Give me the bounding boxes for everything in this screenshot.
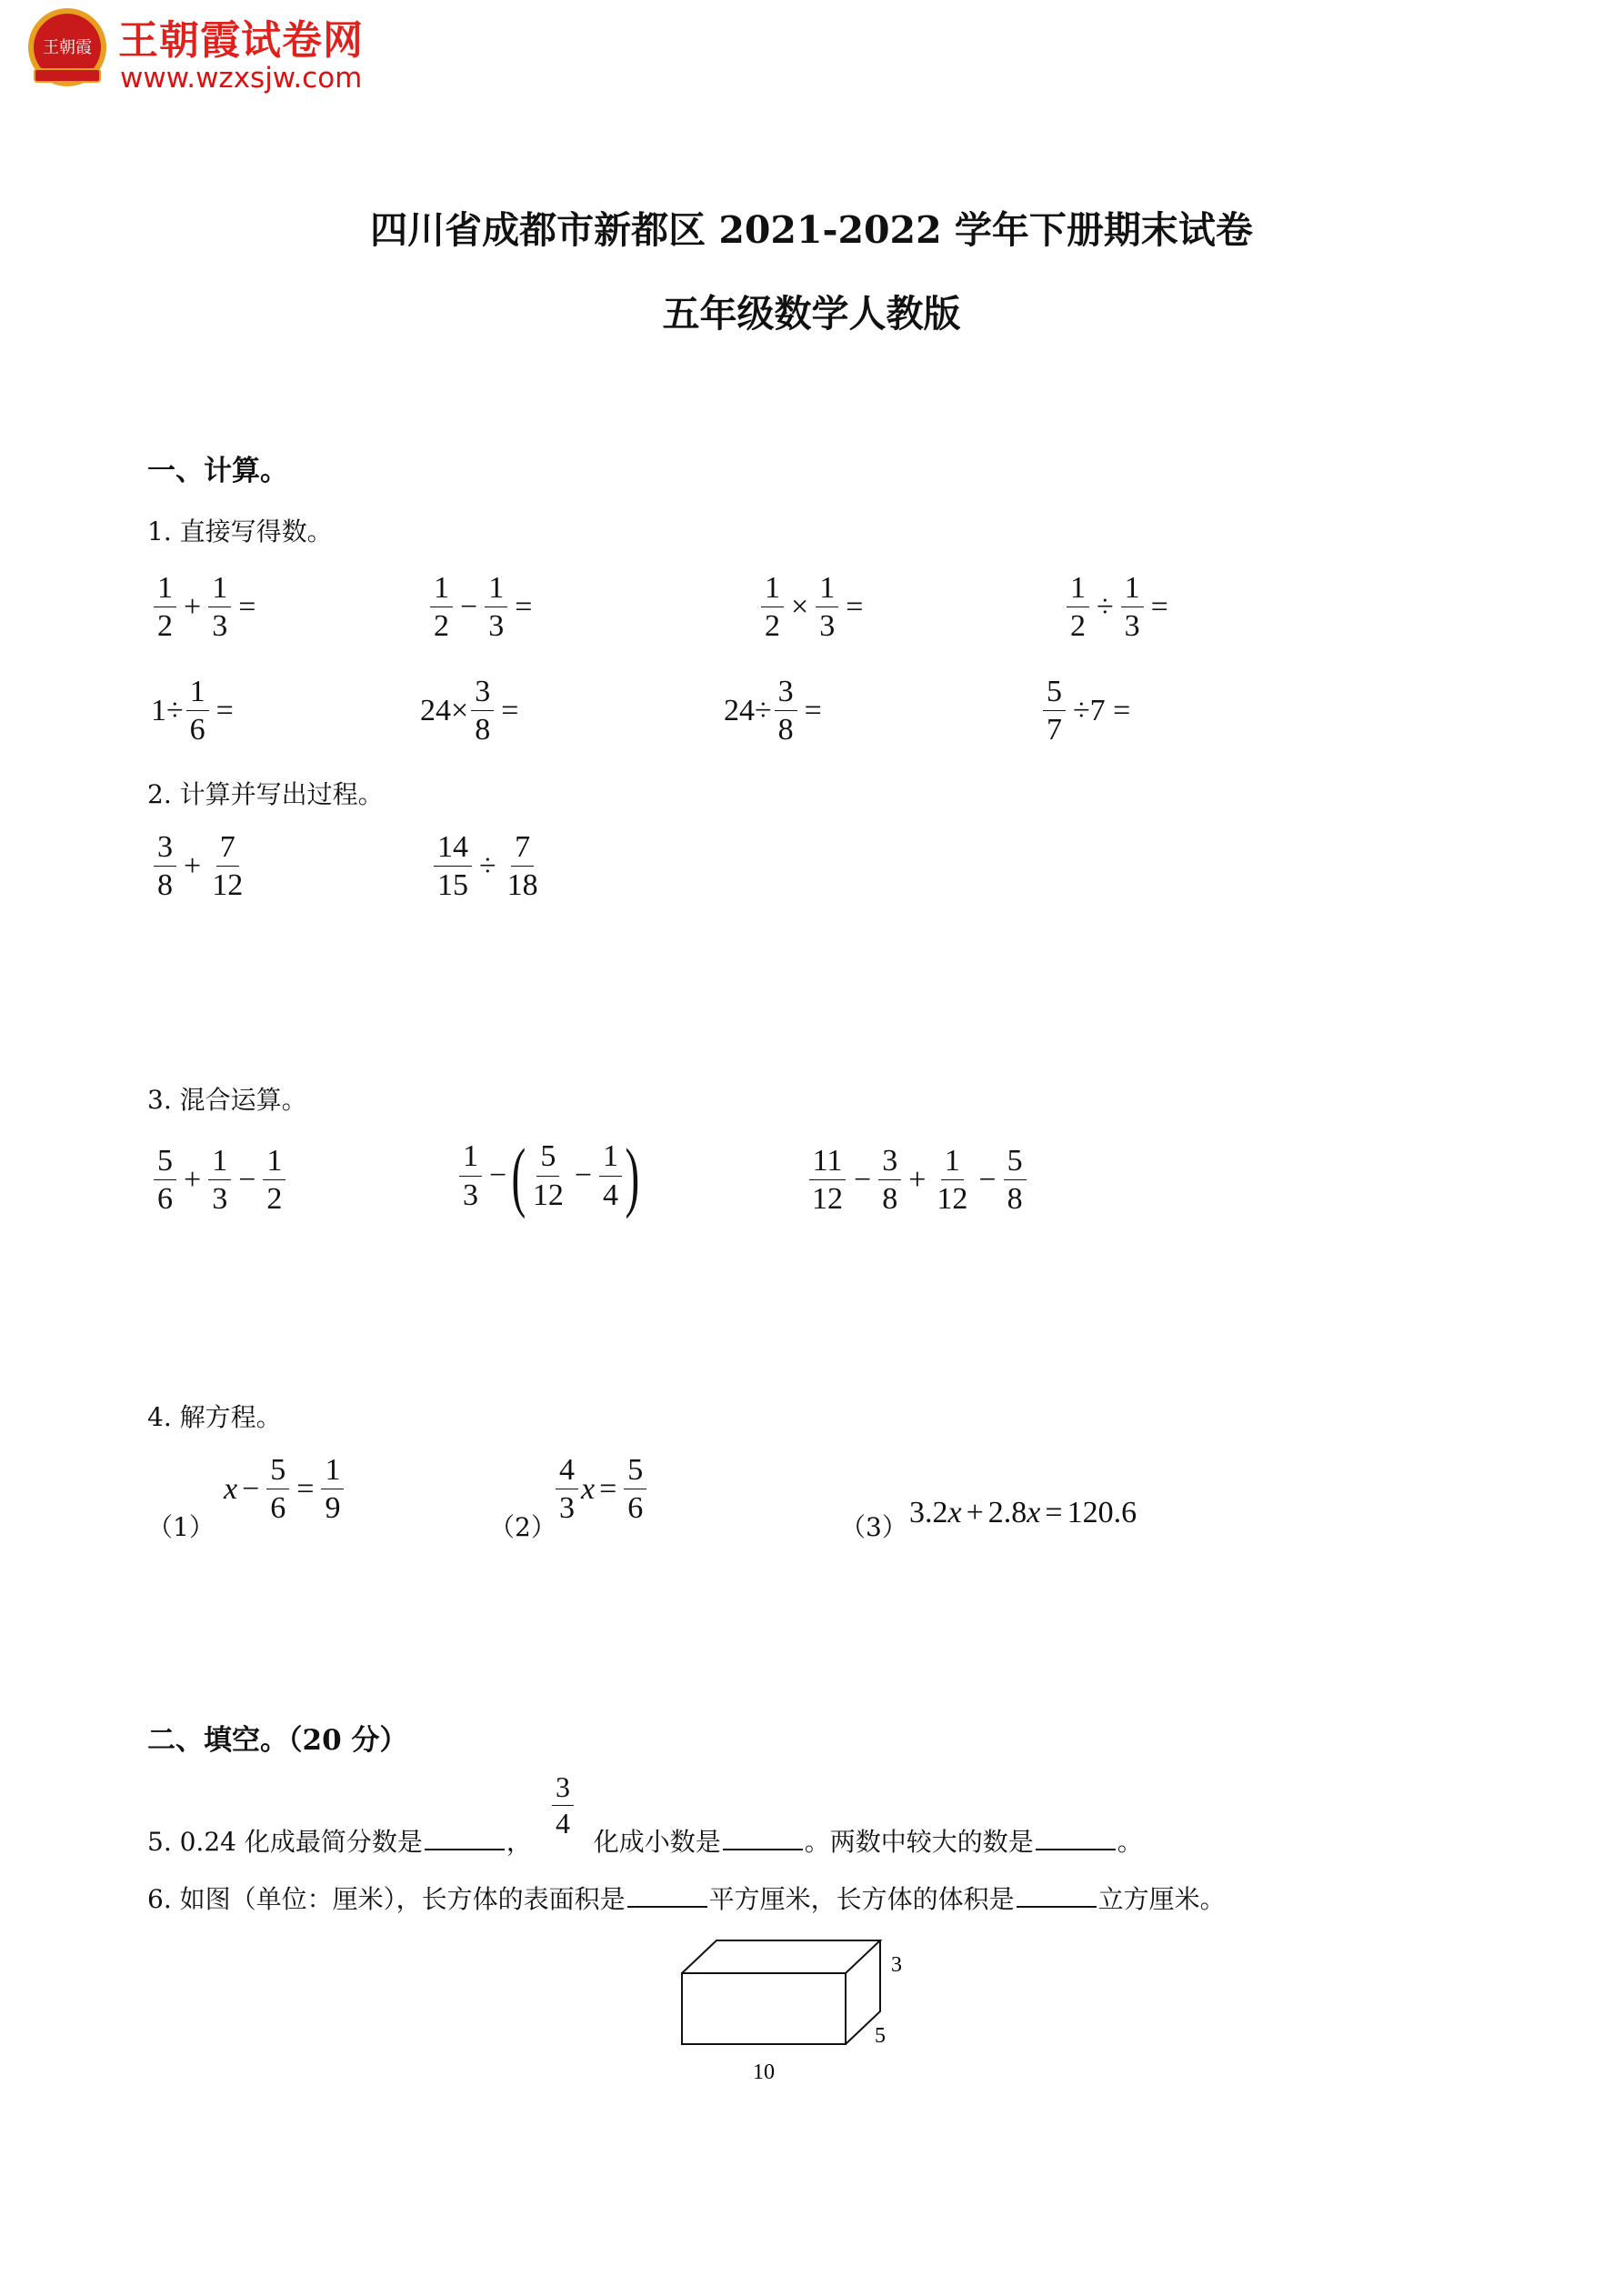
q1-item-4: $\frac{1}{2}$ ÷ $\frac{1}{3}$ = <box>1064 571 1173 644</box>
q1-item-1: $\frac{1}{2}$ + $\frac{1}{3}$ = <box>151 571 260 644</box>
q2-label: 2. 计算并写出过程。 <box>147 779 384 809</box>
section1-heading: 一、计算。 <box>147 455 288 487</box>
eq3-tag: （3） <box>840 1512 907 1542</box>
equation-1: x − $\frac{5}{6}$ = $\frac{1}{9}$ <box>224 1453 346 1526</box>
equation-2: $\frac{4}{3}$ x = $\frac{5}{6}$ <box>553 1453 649 1526</box>
q3-item-c: $\frac{11}{12}$ − $\frac{3}{8}$ + $\frac{1}{12}$ − $\frac{5}{8}$ <box>806 1144 1029 1217</box>
q6-line: 6. 如图（单位：厘米），长方体的表面积是 平方厘米，长方体的体积是 立方厘米。 <box>147 1884 1226 1914</box>
q3-label: 3. 混合运算。 <box>147 1085 307 1115</box>
cuboid-top-face <box>682 1940 880 1973</box>
q1-item-7: 24÷ $\frac{3}{8}$ = <box>724 675 822 747</box>
q5-blank-1[interactable] <box>425 1849 505 1850</box>
q5-blank-2[interactable] <box>723 1849 803 1850</box>
q1-item-3: $\frac{1}{2}$ × $\frac{1}{3}$ = <box>758 571 867 644</box>
q1-item-2: $\frac{1}{2}$ − $\frac{1}{3}$ = <box>427 571 536 644</box>
height-label: 3 <box>891 1953 902 1977</box>
eq2-tag: （2） <box>489 1512 556 1542</box>
exam-subtitle: 五年级数学人教版 <box>662 292 961 336</box>
width-label: 5 <box>875 2024 886 2048</box>
site-logo-badge <box>25 5 109 89</box>
q5-line: 5. 0.24 化成最简分数是 ， 化成小数是 。两数中较大的数是 。 <box>147 1827 1143 1857</box>
q6-blank-1[interactable] <box>627 1906 707 1908</box>
exam-title: 四川省成都市新都区 2021-2022 学年下册期末试卷 <box>370 208 1253 252</box>
q2-item-b: $\frac{14}{15}$ ÷ $\frac{7}{18}$ <box>431 830 545 903</box>
q1-item-5: 1÷ $\frac{1}{6}$ = <box>151 675 234 747</box>
q1-item-6: 24× $\frac{3}{8}$ = <box>420 675 519 747</box>
equation-3: 3.2 x + 2.8 x = 120.6 <box>909 1496 1137 1529</box>
eq1-tag: （1） <box>147 1512 215 1542</box>
q4-label: 4. 解方程。 <box>147 1402 282 1432</box>
cuboid-front-face <box>682 1973 846 2044</box>
site-url: www.wzxsjw.com <box>120 62 363 95</box>
q5-fraction: $\frac{3}{4}$ <box>549 1771 576 1840</box>
length-label: 10 <box>753 2060 775 2084</box>
q2-item-a: $\frac{3}{8}$ + $\frac{7}{12}$ <box>151 830 249 903</box>
badge-text: 王朝霞 <box>43 38 92 57</box>
q1-label: 1. 直接写得数。 <box>147 516 333 546</box>
q1-item-8: $\frac{5}{7}$ ÷7 = <box>1040 675 1135 747</box>
q3-item-b: $\frac{1}{3}$ − ( $\frac{5}{12}$ − $\frac{1}{4}$ ) <box>456 1137 640 1215</box>
section2-heading: 二、填空。（20 分） <box>147 1724 408 1757</box>
cuboid-figure <box>664 1926 927 2090</box>
site-name: 王朝霞试卷网 <box>118 17 364 64</box>
q3-item-a: $\frac{5}{6}$ + $\frac{1}{3}$ − $\frac{1}{2}$ <box>151 1144 288 1217</box>
q6-blank-2[interactable] <box>1017 1906 1097 1908</box>
q5-blank-3[interactable] <box>1036 1849 1116 1850</box>
